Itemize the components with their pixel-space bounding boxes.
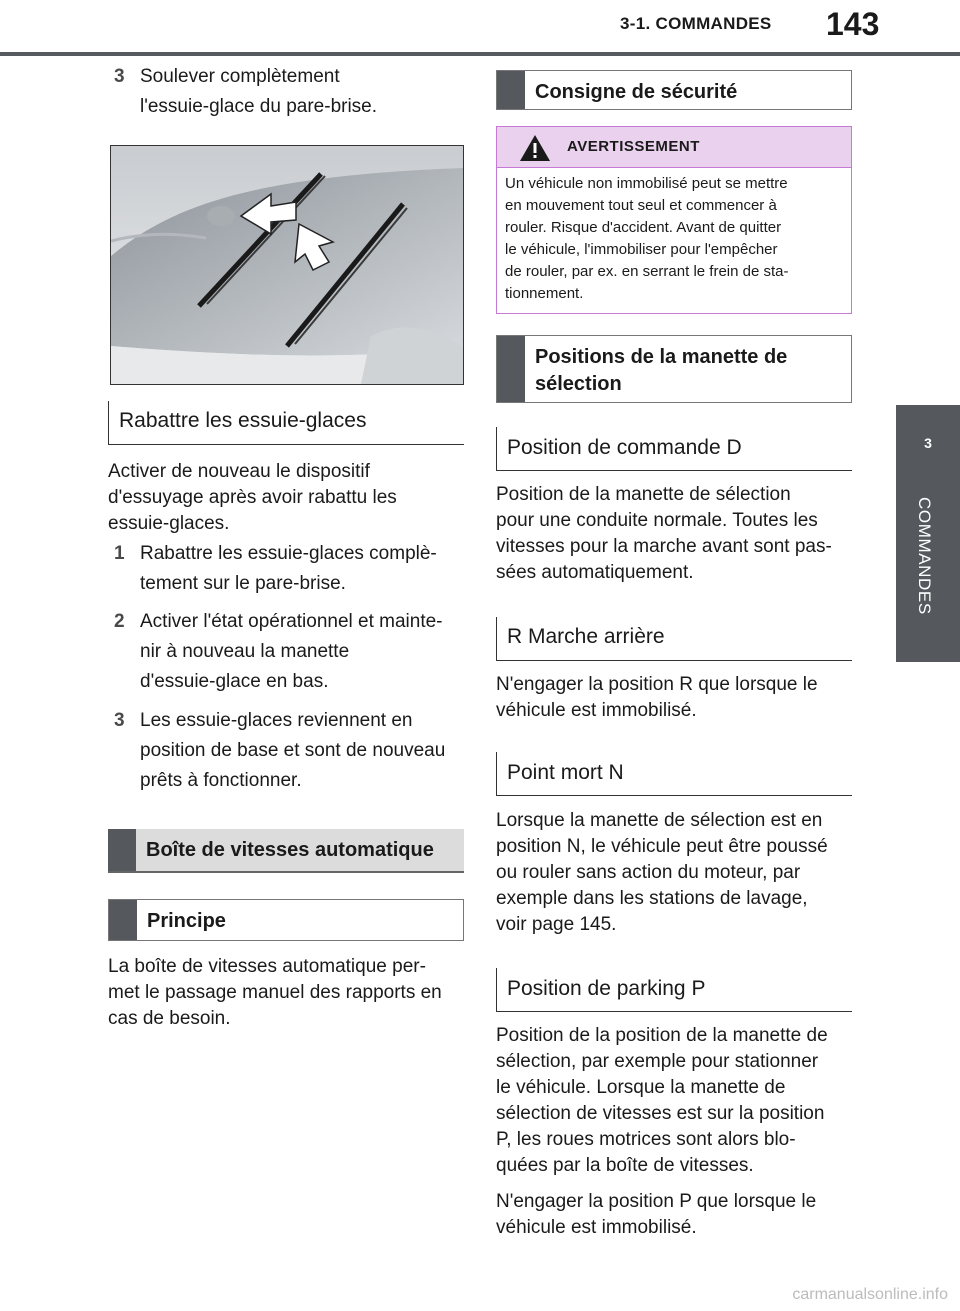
safety-heading xyxy=(496,70,852,110)
fold-step-2 xyxy=(114,607,470,697)
text-line: Position de la manette de sélection xyxy=(496,484,791,505)
warning-header xyxy=(497,127,851,168)
text-line: exemple dans les stations de lavage, xyxy=(496,888,808,909)
step-number: 3 xyxy=(114,66,125,87)
header-rule xyxy=(0,52,960,56)
section-title: 3-1. COMMANDES xyxy=(620,14,772,33)
warning-triangle-icon xyxy=(519,133,551,163)
principle-heading xyxy=(108,899,464,941)
heading-bar xyxy=(497,71,525,109)
text-line: sélection, par exemple pour stationner xyxy=(496,1051,819,1072)
text-line: Activer de nouveau le dispositif xyxy=(108,461,370,482)
wiper-illustration xyxy=(110,145,464,385)
selector-positions-heading xyxy=(496,335,852,403)
position-r-heading: R Marche arrière xyxy=(496,617,852,661)
text-line: rouler. Risque d'accident. Avant de quitter xyxy=(505,219,782,236)
text-line: vitesses pour la marche avant sont pas- xyxy=(496,536,832,557)
heading-text: Positions de la manette de sélection xyxy=(535,346,788,395)
chapter-tab xyxy=(896,405,960,662)
text-line: met le passage manuel des rapports en xyxy=(108,982,442,1003)
position-p-note xyxy=(496,1189,856,1241)
text-line: P, les roues motrices sont alors blo- xyxy=(496,1129,796,1150)
step-number: 3 xyxy=(114,710,125,731)
text-line: le véhicule, l'immobiliser pour l'empêcher xyxy=(505,241,778,258)
step-line: d'essuie-glace en bas. xyxy=(140,671,329,692)
text-line: le véhicule. Lorsque la manette de xyxy=(496,1077,786,1098)
text-line: N'engager la position P que lorsque le xyxy=(496,1191,817,1212)
fold-step-1 xyxy=(114,539,470,599)
step-number: 1 xyxy=(114,543,125,564)
step-line: Soulever complètement xyxy=(140,66,340,87)
position-n-heading: Point mort N xyxy=(496,752,852,796)
text-line: position N, le véhicule peut être poussé xyxy=(496,836,828,857)
step-raise-wiper xyxy=(114,62,470,122)
chapter-number: 3 xyxy=(924,435,932,451)
text-line: quées par la boîte de vitesses. xyxy=(496,1155,754,1176)
text-line: ou rouler sans action du moteur, par xyxy=(496,862,801,883)
text-line: d'essuyage après avoir rabattu les xyxy=(108,487,397,508)
text-line: en mouvement tout seul et commencer à xyxy=(505,197,777,214)
position-p-heading: Position de parking P xyxy=(496,968,852,1012)
text-line: tionnement. xyxy=(505,285,584,302)
text-line: véhicule est immobilisé. xyxy=(496,1217,697,1238)
text-line: essuie-glaces. xyxy=(108,513,230,534)
text-line: voir page 145. xyxy=(496,914,617,935)
fold-wipers-heading: Rabattre les essuie-glaces xyxy=(108,401,464,445)
text-line: sélection de vitesses est sur la position xyxy=(496,1103,825,1124)
fold-intro xyxy=(108,459,458,537)
text-line: véhicule est immobilisé. xyxy=(496,700,697,721)
text-line: Position de la position de la manette de xyxy=(496,1025,828,1046)
text-line: La boîte de vitesses automatique per- xyxy=(108,956,426,977)
text-line: sées automatiquement. xyxy=(496,562,694,583)
step-line: nir à nouveau la manette xyxy=(140,641,350,662)
principle-text xyxy=(108,954,468,1032)
text-line: N'engager la position R que lorsque le xyxy=(496,674,818,695)
heading-bar xyxy=(109,900,137,940)
step-number: 2 xyxy=(114,611,125,632)
site-watermark: carmanualsonline.info xyxy=(792,1286,948,1303)
text-line: Un véhicule non immobilisé peut se mettre xyxy=(505,175,788,192)
step-line: l'essuie-glace du pare-brise. xyxy=(140,96,378,117)
heading-bar xyxy=(497,336,525,402)
warning-text xyxy=(505,173,843,305)
step-line: Activer l'état opérationnel et mainte- xyxy=(140,611,443,632)
step-line: tement sur le pare-brise. xyxy=(140,573,346,594)
text-line: de rouler, par ex. en serrant le frein de sta- xyxy=(505,263,789,280)
position-n-text xyxy=(496,808,856,938)
warning-title: AVERTISSEMENT xyxy=(567,138,700,155)
text-line: Lorsque la manette de sélection est en xyxy=(496,810,823,831)
fold-step-3 xyxy=(114,706,470,796)
heading-bar xyxy=(108,829,136,871)
step-line: Les essuie-glaces reviennent en xyxy=(140,710,413,731)
heading-text: Principe xyxy=(147,910,226,932)
step-line: position de base et sont de nouveau xyxy=(140,740,446,761)
warning-box xyxy=(496,126,852,314)
position-d-text xyxy=(496,482,856,586)
position-r-text xyxy=(496,672,856,724)
step-line: prêts à fonctionner. xyxy=(140,770,302,791)
heading-text: Boîte de vitesses automatique xyxy=(146,839,434,861)
position-p-text xyxy=(496,1023,856,1179)
page-number: 143 xyxy=(826,6,880,42)
auto-gearbox-heading xyxy=(108,829,464,871)
auto-gearbox-rule xyxy=(108,871,464,873)
text-line: pour une conduite normale. Toutes les xyxy=(496,510,818,531)
position-d-heading: Position de commande D xyxy=(496,427,852,471)
step-line: Rabattre les essuie-glaces complè- xyxy=(140,543,437,564)
windshield-wiper-image xyxy=(111,146,463,384)
text-line: cas de besoin. xyxy=(108,1008,231,1029)
heading-text: Consigne de sécurité xyxy=(535,81,738,103)
chapter-label: COMMANDES xyxy=(915,497,934,615)
